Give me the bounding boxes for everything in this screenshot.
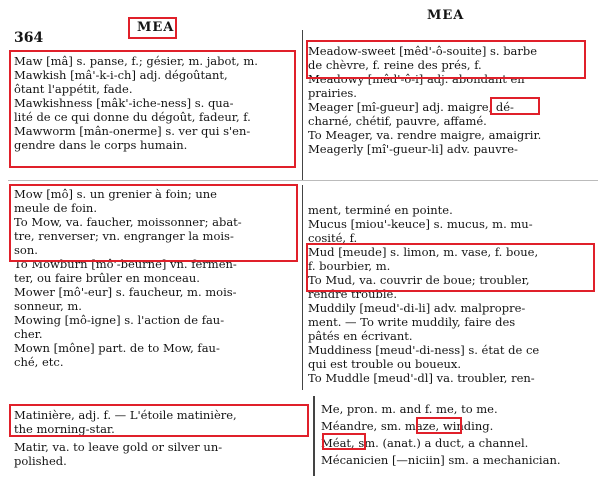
highlight-box-maw-entries bbox=[9, 50, 296, 168]
entry-line: To Mow, va. faucher, moissonner; abat- bbox=[14, 215, 242, 229]
left-header-title: MEA bbox=[137, 20, 175, 35]
entry-line: To Meager, va. rendre maigre, amaigrir. bbox=[308, 128, 542, 142]
highlight-box-mow-entries bbox=[9, 184, 298, 262]
page-number: 364 bbox=[14, 30, 44, 46]
entry-line: Meadow-sweet [mêd'-ô-souite] s. barbe bbox=[308, 44, 538, 58]
entry-line: Mawworm [mân-onerme] s. ver qui s'en- bbox=[14, 124, 251, 138]
entry-line: ché, etc. bbox=[14, 355, 64, 369]
entry-line: Mawkishness [mâk'-iche-ness] s. qua- bbox=[14, 96, 234, 110]
entry-line: charné, chétif, pauvre, affamé. bbox=[308, 114, 487, 128]
entry-line: To Mowburn [mô'-beurne] vn. fermen- bbox=[14, 257, 237, 271]
entry-line: pâtés en écrivant. bbox=[308, 329, 413, 343]
column-divider-bottom bbox=[313, 396, 315, 476]
entry-line: cosité, f. bbox=[308, 231, 358, 245]
entry-line: Mud [meude] s. limon, m. vase, f. boue, bbox=[308, 245, 539, 259]
entry-line: Mucus [miou'-keuce] s. mucus, m. mu- bbox=[308, 217, 533, 231]
entry-line: Mowing [mô-igne] s. l'action de fau- bbox=[14, 313, 225, 327]
highlight-box-meat bbox=[322, 433, 366, 450]
entry-line: Matir, va. to leave gold or silver un- bbox=[14, 440, 223, 454]
highlight-box-mud-entries bbox=[306, 243, 595, 292]
column-divider-top bbox=[302, 30, 303, 180]
entry-line: qui est trouble ou boueux. bbox=[308, 357, 462, 371]
highlight-box-maze bbox=[416, 417, 462, 434]
highlight-box-maigre bbox=[490, 97, 540, 115]
entry-line: polished. bbox=[14, 454, 67, 468]
entry-line: lité de ce qui donne du dégoût, fadeur, f. bbox=[14, 110, 251, 124]
entry-line: tre, renverser; vn. engranger la mois- bbox=[14, 229, 234, 243]
entry-line: f. bourbier, m. bbox=[308, 259, 391, 273]
entry-line: Muddiness [meud'-di-ness] s. état de ce bbox=[308, 343, 540, 357]
entry-line: rendre trouble. bbox=[308, 287, 397, 301]
entry-line: Mown [mône] part. de to Mow, fau- bbox=[14, 341, 220, 355]
entry-line: Méandre, sm. maze, winding. bbox=[321, 419, 494, 433]
entry-line: ôtant l'appétit, fade. bbox=[14, 82, 133, 96]
entry-line: ment, terminé en pointe. bbox=[308, 203, 453, 217]
entry-line: ter, ou faire brûler en monceau. bbox=[14, 271, 200, 285]
entry-line: Mower [mô'-eur] s. faucheur, m. mois- bbox=[14, 285, 237, 299]
entry-line: To Mud, va. couvrir de boue; troubler, bbox=[308, 273, 530, 287]
entry-line: Meadowy [mêd'-ô-i] adj. abondant en bbox=[308, 72, 525, 86]
entry-line: Meager [mî-gueur] adj. maigre, dé- bbox=[308, 100, 514, 114]
entry-line: Mawkish [mâ'-k-i-ch] adj. dégoûtant, bbox=[14, 68, 228, 82]
entry-line: the morning-star. bbox=[14, 422, 115, 436]
entry-line: To Muddle [meud'-dl] va. troubler, ren- bbox=[308, 371, 535, 385]
entry-line: Mécanicien [—niciin] sm. a mechanician. bbox=[321, 453, 561, 467]
entry-line: ment. — To write muddily, faire des bbox=[308, 315, 516, 329]
column-divider-middle bbox=[302, 185, 303, 390]
entry-line: Méat, sm. (anat.) a duct, a channel. bbox=[321, 436, 529, 450]
highlight-box-left-header bbox=[128, 17, 177, 39]
entry-line: de chèvre, f. reine des prés, f. bbox=[308, 58, 482, 72]
entry-line: Mow [mô] s. un grenier à foin; une bbox=[14, 187, 217, 201]
entry-line: Me, pron. m. and f. me, to me. bbox=[321, 402, 498, 416]
entry-line: sonneur, m. bbox=[14, 299, 82, 313]
entry-line: prairies. bbox=[308, 86, 357, 100]
entry-line: meule de foin. bbox=[14, 201, 97, 215]
entry-line: gendre dans le corps humain. bbox=[14, 138, 188, 152]
section-divider bbox=[8, 180, 598, 181]
entry-line: Matinière, adj. f. — L'étoile matinière, bbox=[14, 408, 237, 422]
entry-line: Muddily [meud'-di-li] adv. malpropre- bbox=[308, 301, 526, 315]
right-header-title: MEA bbox=[427, 8, 465, 23]
entry-line: cher. bbox=[14, 327, 43, 341]
entry-line: Maw [mâ] s. panse, f.; gésier, m. jabot, m. bbox=[14, 54, 258, 68]
entry-line: son. bbox=[14, 243, 38, 257]
highlight-box-matiniere bbox=[9, 404, 309, 437]
entry-line: Meagerly [mî'-gueur-li] adv. pauvre- bbox=[308, 142, 518, 156]
highlight-box-meadow-sweet bbox=[306, 40, 586, 79]
